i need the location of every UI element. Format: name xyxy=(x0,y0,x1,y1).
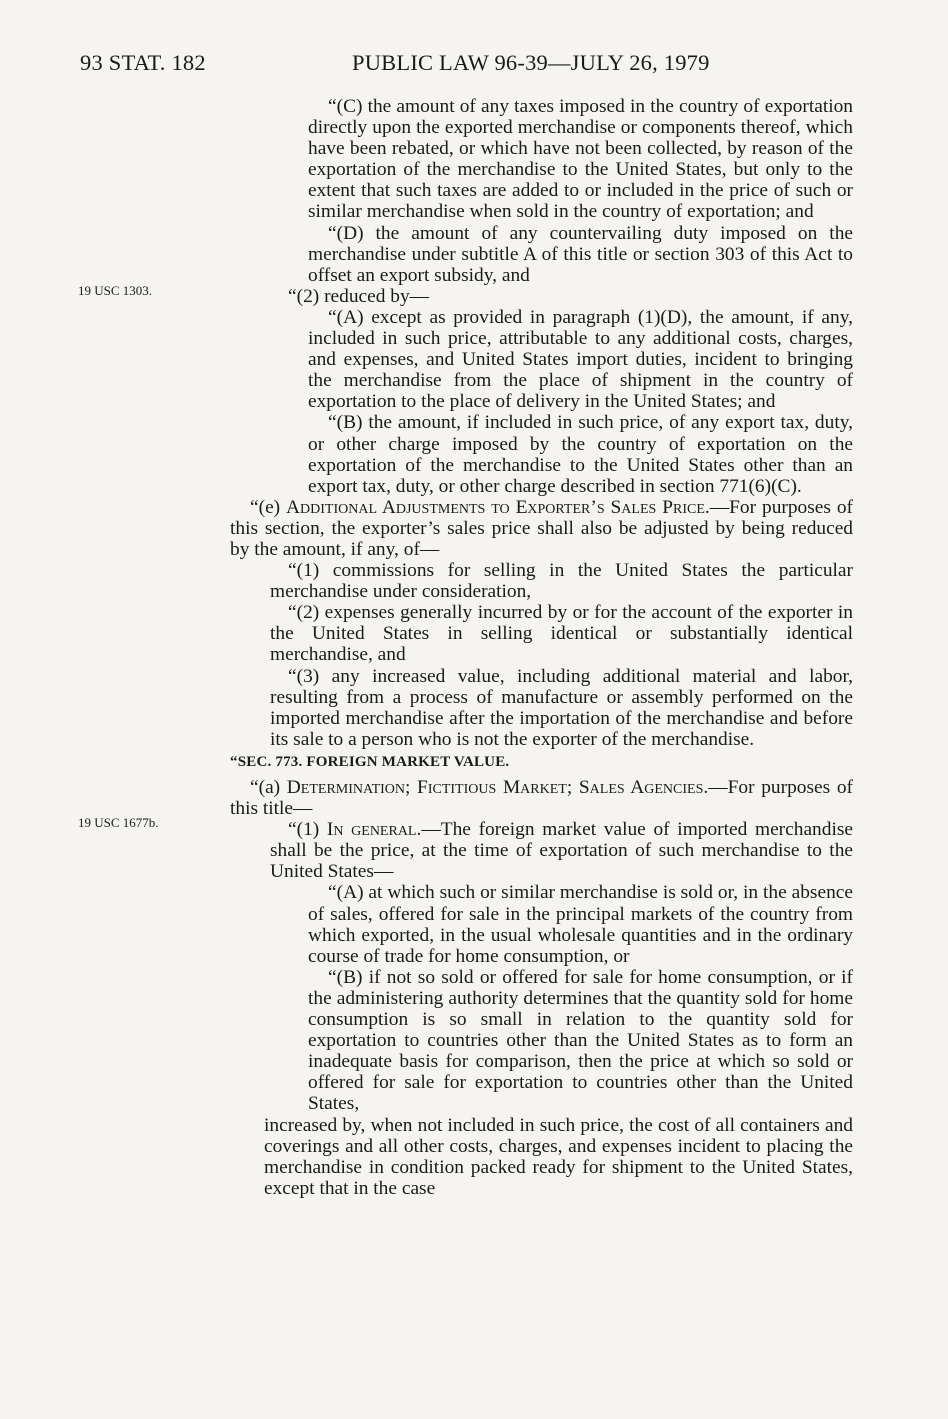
margin-citation: 19 USC 1677b. xyxy=(78,815,159,830)
page-header xyxy=(80,50,870,80)
paragraph: “(3) any increased value, including additional material and labor, resulting from a process of manufacture or assembly performed on the imported merchandise after the importation of the merchandise and before its sale to a person who is not the exporter of the merchandise. xyxy=(270,665,853,750)
paragraph: “(B) if not so sold or offered for sale for home consumption, or if the administering authority determines that the quantity sold for home consumption is so small in relation to the quantity sold for exportation to countries other than the United States as to form an inadequate basis for comparison, then the price at which so sold or offered for sale for exportation to countries other than the United States, xyxy=(308,966,853,1115)
subsection-label: “(a) xyxy=(250,777,287,798)
paragraph: “(2) reduced by— xyxy=(288,285,430,307)
document-body xyxy=(230,96,853,1199)
margin-citation: 19 USC 1303. xyxy=(78,283,153,298)
paragraph: increased by, when not included in such price, the cost of all containers and coverings and all other costs, charges, and expenses incident to placing the merchandise in condition packed ready for shipment to the United States, except that in the case xyxy=(264,1114,853,1199)
paragraph-text: —The foreign market value of imported merchandise shall be the price, at the time of exportation of such merchandise to the United States— xyxy=(270,819,853,883)
paragraph: “(C) the amount of any taxes imposed in the country of exportation directly upon the exported merchandise or components thereof, which have been rebated, or which have not been collected, by reason of the exportation of the merchandise to the United States, but only to the extent that such taxes are added to or included in the price of such or similar merchandise when sold in the country of exportation; and xyxy=(308,96,853,223)
paragraph: “(D) the amount of any countervailing duty imposed on the merchandise under subtitle A of this title or section 303 of this Act to offset an export subsidy, and xyxy=(308,222,853,286)
paragraph: “(1) commissions for selling in the United States the particular merchandise under consideration, xyxy=(270,560,853,603)
paragraph: “(A) except as provided in paragraph (1)(D), the amount, if any, included in such price, attributable to any additional costs, charges, and expenses, and United States import duties, incident to bringing the merchandise from the place of shipment in the country of exportation to the place of delivery in the United States; and xyxy=(308,306,853,413)
subsection-text: purposes of this section, the exporter’s sales price shall also be adjusted by being reduced by the amount, if any, of— xyxy=(230,496,854,560)
subsection-a xyxy=(230,777,853,819)
statute-page-reference: 93 STAT. 182 xyxy=(80,50,206,75)
public-law-title: PUBLIC LAW 96-39—JULY 26, 1979 xyxy=(352,50,710,75)
subsection-heading: Additional Adjustments to Exporter’s Sales Price. xyxy=(286,496,710,518)
subsection-label: “(e) xyxy=(250,496,287,518)
section-heading: “SEC. 773. FOREIGN MARKET VALUE. xyxy=(230,753,510,770)
subsection-dash: —For xyxy=(709,496,757,518)
subsection-text: purposes of this title— xyxy=(230,777,853,820)
paragraph: “(2) expenses generally incurred by or for the account of the exporter in the United States in selling identical or substantially identical merchandise, and xyxy=(270,602,853,666)
subsection-e xyxy=(230,497,853,560)
subsection-dash: —For xyxy=(708,777,755,798)
paragraph-in-general xyxy=(230,819,853,882)
subsection-heading: Determination; Fictitious Market; Sales Agencies. xyxy=(286,777,709,798)
paragraph-heading: In general. xyxy=(326,819,422,841)
paragraph-label: “(1) xyxy=(288,819,327,841)
paragraph: “(A) at which such or similar merchandise is sold or, in the absence of sales, offered for sale in the principal markets of the country from which exported, in the usual wholesale quantities and in the ordinary course of trade for home consumption, or xyxy=(308,882,853,967)
paragraph: “(B) the amount, if included in such price, of any export tax, duty, or other charge imposed by the country of exportation on the exportation of the merchandise to the United States other than an export tax, duty, or other charge described in section 771(6)(C). xyxy=(308,412,853,497)
